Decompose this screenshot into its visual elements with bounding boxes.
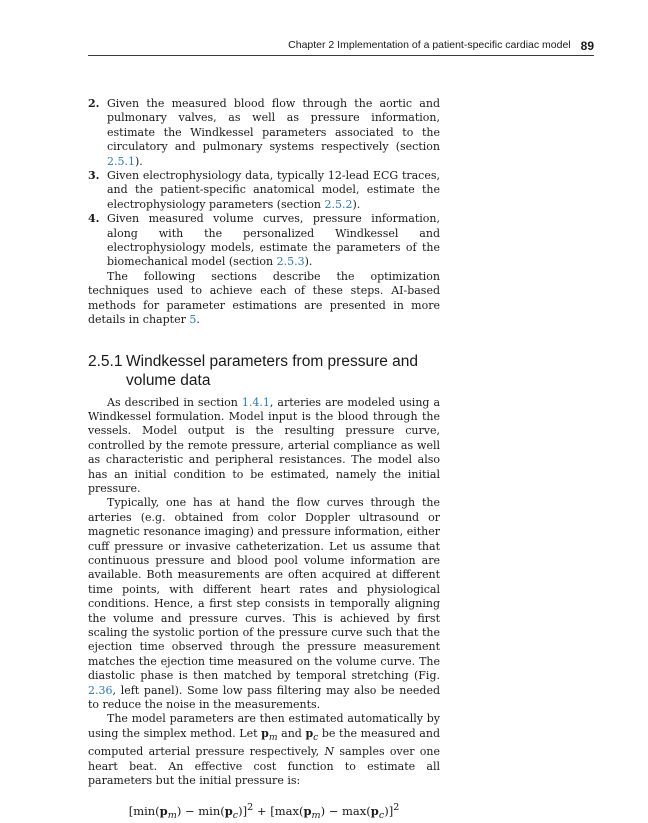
cost-equation xyxy=(88,801,440,823)
symbol-pm xyxy=(261,727,269,740)
eq-symbol: p xyxy=(159,803,168,818)
list-text: Given the measured blood flow through the aortic and pulmonary valves, as well as pressure information, estimate the Windkessel parameters associated to the circulatory and pulmonary systems respectively (section xyxy=(107,97,440,154)
figure-link[interactable]: 2.36 xyxy=(88,683,113,697)
paragraph-text: samples over one heart beat. An effective cost function to estimate all parameters but the initial pressure is: xyxy=(88,745,440,788)
section-link[interactable]: 2.5.3 xyxy=(276,255,305,269)
eq-symbol: p xyxy=(370,803,379,818)
symbol-pc xyxy=(305,727,313,740)
list-text: ). xyxy=(352,197,361,211)
list-item-text xyxy=(107,97,440,169)
list-item-text xyxy=(107,169,440,212)
eq-exponent: 2 xyxy=(247,801,254,813)
eq-symbol: p xyxy=(224,803,233,818)
eq-text: ) xyxy=(384,803,389,818)
section-number: 2.5.1 xyxy=(88,352,123,370)
bracket: ] xyxy=(242,803,248,818)
eq-text: + xyxy=(253,803,271,818)
paragraph-text: As described in section xyxy=(107,395,242,409)
paragraph-text: , left panel). Some low pass filtering may also be needed to reduce the noise in the measurements. xyxy=(88,683,440,712)
eq-text: min( xyxy=(133,803,160,818)
chapter-title: Chapter 2 Implementation of a patient-specific cardiac model xyxy=(288,39,571,51)
list-item-number: 3. xyxy=(88,169,100,183)
eq-subscript: m xyxy=(167,809,177,821)
section-title: Windkessel parameters from pressure and volume data xyxy=(126,352,419,389)
page-body xyxy=(88,97,440,823)
symbol-text: p xyxy=(261,726,269,740)
bracket: [ xyxy=(270,803,275,818)
paragraph-text: The model parameters are then estimated automatically by using the simplex method. Let xyxy=(88,712,440,740)
paragraph-text: Typically, one has at hand the flow curves through the arteries (e.g. obtained from color Doppler ultrasound or magnetic resonance imaging) and pressure information, either cuff pressure or invasive catheterization. Let us assume that continuous pressure and blood pool volume information are available. Both measurements are often acquired at different time points, with different heart rates and physiological conditions. Hence, a first step consists in temporally aligning the volume and pressure curves. This is achieved by first scaling the systolic portion of the pressure curve such that the ejection time observed through the pressure measurement matches the ejection time measured on the volume curve. The diastolic phase is then matched by temporal stretching (Fig. xyxy=(88,496,440,683)
eq-subscript: c xyxy=(378,809,385,821)
list-item-number: 2. xyxy=(88,97,100,110)
paragraph xyxy=(88,712,440,788)
section-link[interactable]: 1.4.1 xyxy=(241,395,270,409)
bracket: [ xyxy=(128,803,134,818)
section-link[interactable]: 2.5.2 xyxy=(324,197,353,211)
paragraph-text: , arteries are modeled using a Windkessel formulation. Model input is the blood through the vessels. Model output is the resulting pressure curve, controlled by the remote pressure, arterial compliance as well as characteristic and peripheral resistances. The model also has an initial condition to be estimated, namely the initial pressure. xyxy=(88,395,440,495)
eq-symbol: p xyxy=(303,803,312,818)
paragraph-text: and xyxy=(277,726,306,740)
page-number: 89 xyxy=(580,39,594,53)
eq-subscript: m xyxy=(311,809,321,821)
bracket: ] xyxy=(388,803,394,818)
list-item xyxy=(88,169,440,212)
paragraph xyxy=(88,496,440,712)
paragraph xyxy=(88,396,440,497)
symbol-subscript: c xyxy=(313,732,319,744)
symbol-n: N xyxy=(324,745,335,759)
symbol-text: p xyxy=(305,726,314,740)
step-list xyxy=(88,97,440,270)
symbol-subscript: m xyxy=(268,732,278,744)
eq-exponent: 2 xyxy=(393,801,400,813)
paragraph-text: . xyxy=(196,313,200,327)
list-text: ). xyxy=(135,154,143,168)
eq-text: ) − max( xyxy=(320,803,371,818)
running-header xyxy=(88,39,594,56)
list-item-text xyxy=(107,212,440,270)
paragraph-text: The following sections describe the optimization techniques used to achieve each of these steps. AI-based methods for parameter estimations are presented in more details in chapter xyxy=(88,269,440,327)
list-item xyxy=(88,212,440,270)
eq-subscript: c xyxy=(232,809,239,821)
list-text: ). xyxy=(304,255,313,269)
section-link[interactable]: 2.5.1 xyxy=(107,154,135,168)
list-text: Given measured volume curves, pressure information, along with the personalized Windkessel and electrophysiology models, estimate the parameters of the biomechanical model (section xyxy=(107,212,440,269)
eq-text: ) − min( xyxy=(176,803,225,818)
section-heading xyxy=(88,352,440,390)
paragraph-text: be the measured and computed arterial pressure respectively, xyxy=(88,726,440,759)
eq-text: ) xyxy=(238,803,243,818)
intro-paragraph xyxy=(88,270,440,328)
list-text: Given electrophysiology data, typically 12-lead ECG traces, and the patient-specific anatomical model, estimate the electrophysiology parameters (section xyxy=(107,169,440,211)
chapter-link[interactable]: 5 xyxy=(189,313,197,327)
list-item-number: 4. xyxy=(88,212,100,226)
list-item xyxy=(88,97,440,169)
eq-text: max( xyxy=(274,803,304,818)
